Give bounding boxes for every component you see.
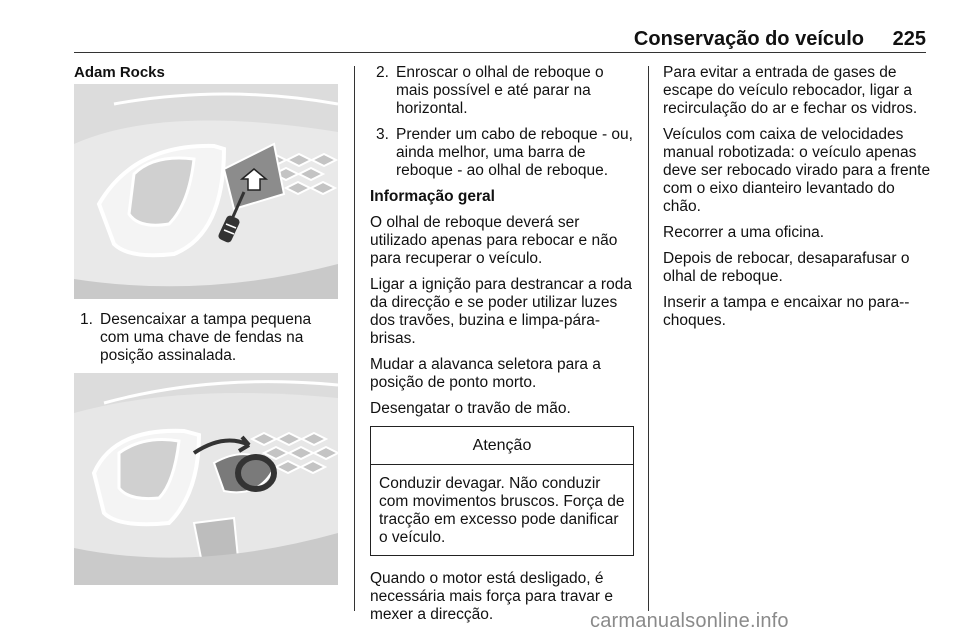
column-2 (370, 64, 634, 632)
paragraph: Para evitar a entrada de gases de escape do veículo rebocador, ligar a recirculação do ar e fechar os vidros. (663, 64, 918, 117)
chapter-title: Conservação do veículo (633, 28, 864, 50)
paragraph: Quando o motor está desligado, é necessária mais força para travar e mexer a direcção. (370, 570, 613, 623)
page-header (74, 28, 926, 54)
column-1 (74, 64, 344, 585)
header-rule (74, 52, 926, 53)
step-3 (370, 126, 634, 180)
figure-towing-eye (74, 373, 338, 585)
paragraph: Veículos com caixa de velocidades manual robotizada: o veículo apenas deve ser rebocado virado para a frente com o eixo dianteiro levantado do chão. (663, 126, 931, 215)
page-number: 225 (892, 28, 926, 50)
figure-remove-cover (74, 84, 338, 299)
step-number: 2. (376, 64, 389, 81)
steps-list-2 (370, 64, 634, 180)
model-heading: Adam Rocks (74, 64, 165, 81)
paragraph: Recorrer a uma oficina. (663, 224, 825, 241)
column-divider-1 (354, 66, 355, 611)
general-info-heading: Informação geral (370, 188, 495, 205)
warning-text: Conduzir devagar. Não conduzir com movimentos bruscos. Força de tracção em excesso pode danificar o veículo. (379, 475, 625, 546)
paragraph: Desengatar o travão de mão. (370, 400, 571, 417)
paragraph: Inserir a tampa e encaixar no para--choques. (663, 294, 910, 329)
screwdriver-cover-illustration (74, 84, 338, 299)
step-2 (370, 64, 634, 118)
warning-title: Atenção (371, 427, 633, 465)
step-1 (74, 311, 344, 365)
step-text: Desencaixar a tampa pequena com uma chave de fendas na posição assinalada. (100, 311, 312, 364)
paragraph: O olhal de reboque deverá ser utilizado apenas para rebocar e não para recuperar o veículo. (370, 214, 618, 267)
paragraph: Ligar a ignição para destrancar a roda da direcção e se poder utilizar luzes dos travões, buzina e limpa-pára-brisas. (370, 276, 632, 347)
paragraph: Mudar a alavanca seletora para a posição de ponto morto. (370, 356, 601, 391)
step-number: 3. (376, 126, 389, 143)
step-text: Prender um cabo de reboque - ou, ainda melhor, uma barra de reboque - ao olhal de reboque. (396, 126, 633, 179)
step-text: Enroscar o olhal de reboque o mais possível e até parar na horizontal. (396, 64, 604, 117)
warning-box (370, 426, 634, 556)
step-number: 1. (80, 311, 93, 328)
column-3 (663, 64, 931, 338)
steps-list-1 (74, 311, 344, 365)
column-divider-2 (648, 66, 649, 611)
towing-eye-illustration (74, 373, 338, 585)
paragraph: Depois de rebocar, desaparafusar o olhal de reboque. (663, 250, 910, 285)
watermark: carmanualsonline.info (590, 610, 789, 632)
